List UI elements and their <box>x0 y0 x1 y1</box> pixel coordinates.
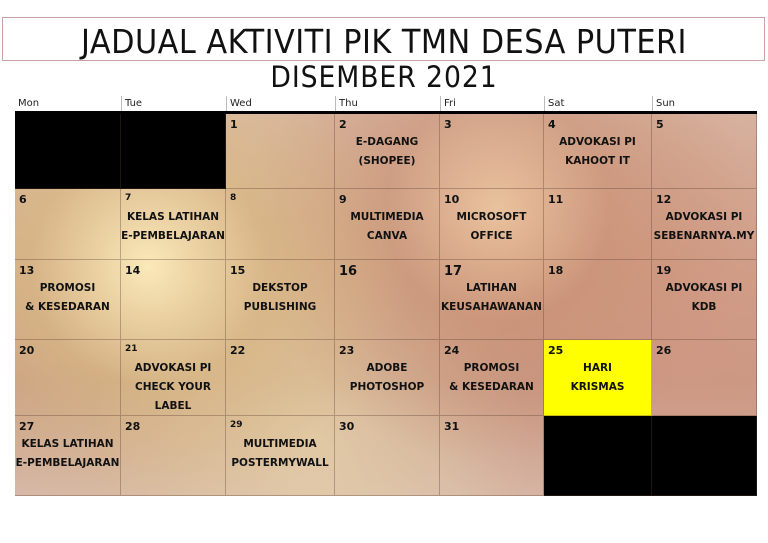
day-cell-29 <box>226 416 335 496</box>
day-number: 11 <box>548 193 564 206</box>
day-cell-9 <box>335 189 440 260</box>
empty-day-cell <box>652 416 757 496</box>
day-cell-18 <box>544 260 652 340</box>
day-number: 14 <box>125 264 141 277</box>
day-cell-4 <box>544 114 652 189</box>
activity-text: PUBLISHING <box>243 301 317 313</box>
day-number: 3 <box>444 118 452 131</box>
activity-text: KAHOOT IT <box>565 155 630 167</box>
day-cell-28 <box>121 416 226 496</box>
day-number: 10 <box>444 193 460 206</box>
activity-text: MICROSOFT <box>456 211 527 223</box>
day-number: 24 <box>444 344 460 357</box>
day-number: 20 <box>19 344 35 357</box>
activity-text: CHECK YOUR <box>135 381 211 393</box>
page-subtitle-month: DISEMBER 2021 <box>270 60 498 94</box>
weekday-mon: Mon <box>15 96 121 112</box>
day-cell-19 <box>652 260 757 340</box>
day-cell-16 <box>335 260 440 340</box>
activity-text: ADOBE <box>366 362 408 374</box>
day-cell-1 <box>226 114 335 189</box>
day-cell-13 <box>15 260 121 340</box>
day-number: 17 <box>444 264 463 279</box>
day-cell-22 <box>226 340 335 416</box>
day-number: 5 <box>656 118 664 131</box>
day-number: 29 <box>230 420 243 430</box>
day-number: 21 <box>125 344 138 354</box>
day-number: 8 <box>230 193 237 203</box>
day-number: 15 <box>230 264 246 277</box>
activity-text: LATIHAN <box>466 282 517 294</box>
day-cell-17 <box>440 260 544 340</box>
activity-text: E-DAGANG <box>355 136 419 148</box>
weekday-wed: Wed <box>226 96 335 112</box>
day-cell-20 <box>15 340 121 416</box>
day-cell-12 <box>652 189 757 260</box>
day-cell-7 <box>121 189 226 260</box>
day-number: 6 <box>19 193 27 206</box>
weekday-thu: Thu <box>335 96 440 112</box>
calendar-grid <box>15 114 757 496</box>
day-number: 31 <box>444 420 460 433</box>
day-number: 28 <box>125 420 141 433</box>
activity-text: OFFICE <box>470 230 513 242</box>
day-cell-27 <box>15 416 121 496</box>
activity-text: KELAS LATIHAN <box>126 211 220 223</box>
day-cell-30 <box>335 416 440 496</box>
day-number: 26 <box>656 344 672 357</box>
day-number: 7 <box>125 193 132 203</box>
empty-day-cell <box>121 114 226 189</box>
day-cell-14 <box>121 260 226 340</box>
activity-text: PROMOSI <box>463 362 520 374</box>
activity-text: ADVOKASI PI <box>134 362 212 374</box>
day-cell-31 <box>440 416 544 496</box>
activity-text: E-PEMBELAJARAN <box>121 230 225 242</box>
activity-text: PHOTOSHOP <box>349 381 425 393</box>
activity-text: KRISMAS <box>570 381 625 393</box>
day-cell-5 <box>652 114 757 189</box>
day-cell-25 <box>544 340 652 416</box>
page-title: JADUAL AKTIVITI PIK TMN DESA PUTERI <box>81 22 687 61</box>
day-number: 27 <box>19 420 35 433</box>
activity-text: ADVOKASI PI <box>665 211 743 223</box>
day-number: 4 <box>548 118 556 131</box>
day-cell-26 <box>652 340 757 416</box>
activity-text: SEBENARNYA.MY <box>653 230 755 242</box>
weekday-sat: Sat <box>544 96 652 112</box>
day-cell-24 <box>440 340 544 416</box>
weekday-fri: Fri <box>440 96 544 112</box>
activity-text: CANVA <box>366 230 408 242</box>
day-number: 19 <box>656 264 672 277</box>
day-cell-23 <box>335 340 440 416</box>
day-number: 2 <box>339 118 347 131</box>
empty-day-cell <box>544 416 652 496</box>
activity-text: (SHOPEE) <box>358 155 416 167</box>
weekday-sun: Sun <box>652 96 757 112</box>
day-number: 1 <box>230 118 238 131</box>
activity-text: MULTIMEDIA <box>350 211 424 223</box>
activity-text: ADVOKASI PI <box>665 282 743 294</box>
activity-text: DEKSTOP <box>252 282 308 294</box>
weekday-tue: Tue <box>121 96 226 112</box>
activity-text: PROMOSI <box>39 282 96 294</box>
activity-text: POSTERMYWALL <box>231 457 329 469</box>
day-cell-10 <box>440 189 544 260</box>
calendar <box>15 96 757 496</box>
day-cell-8 <box>226 189 335 260</box>
activity-text: LABEL <box>154 400 192 412</box>
day-cell-15 <box>226 260 335 340</box>
day-cell-3 <box>440 114 544 189</box>
activity-text: E-PEMBELAJARAN <box>15 457 120 469</box>
activity-text: & KESEDARAN <box>25 301 110 313</box>
day-number: 23 <box>339 344 355 357</box>
activity-text: & KESEDARAN <box>449 381 534 393</box>
day-number: 30 <box>339 420 355 433</box>
day-number: 9 <box>339 193 347 206</box>
empty-day-cell <box>15 114 121 189</box>
activity-text: MULTIMEDIA <box>243 438 317 450</box>
day-cell-11 <box>544 189 652 260</box>
activity-text: KELAS LATIHAN <box>21 438 114 450</box>
activity-text: ADVOKASI PI <box>559 136 636 148</box>
day-cell-21 <box>121 340 226 416</box>
day-number: 25 <box>548 344 564 357</box>
day-number: 16 <box>339 264 358 279</box>
activity-text: KDB <box>691 301 717 313</box>
day-number: 12 <box>656 193 672 206</box>
activity-text: HARI <box>583 362 612 374</box>
activity-text: KEUSAHAWANAN <box>441 301 542 313</box>
day-cell-2 <box>335 114 440 189</box>
day-number: 13 <box>19 264 35 277</box>
day-cell-6 <box>15 189 121 260</box>
day-number: 22 <box>230 344 246 357</box>
day-number: 18 <box>548 264 564 277</box>
